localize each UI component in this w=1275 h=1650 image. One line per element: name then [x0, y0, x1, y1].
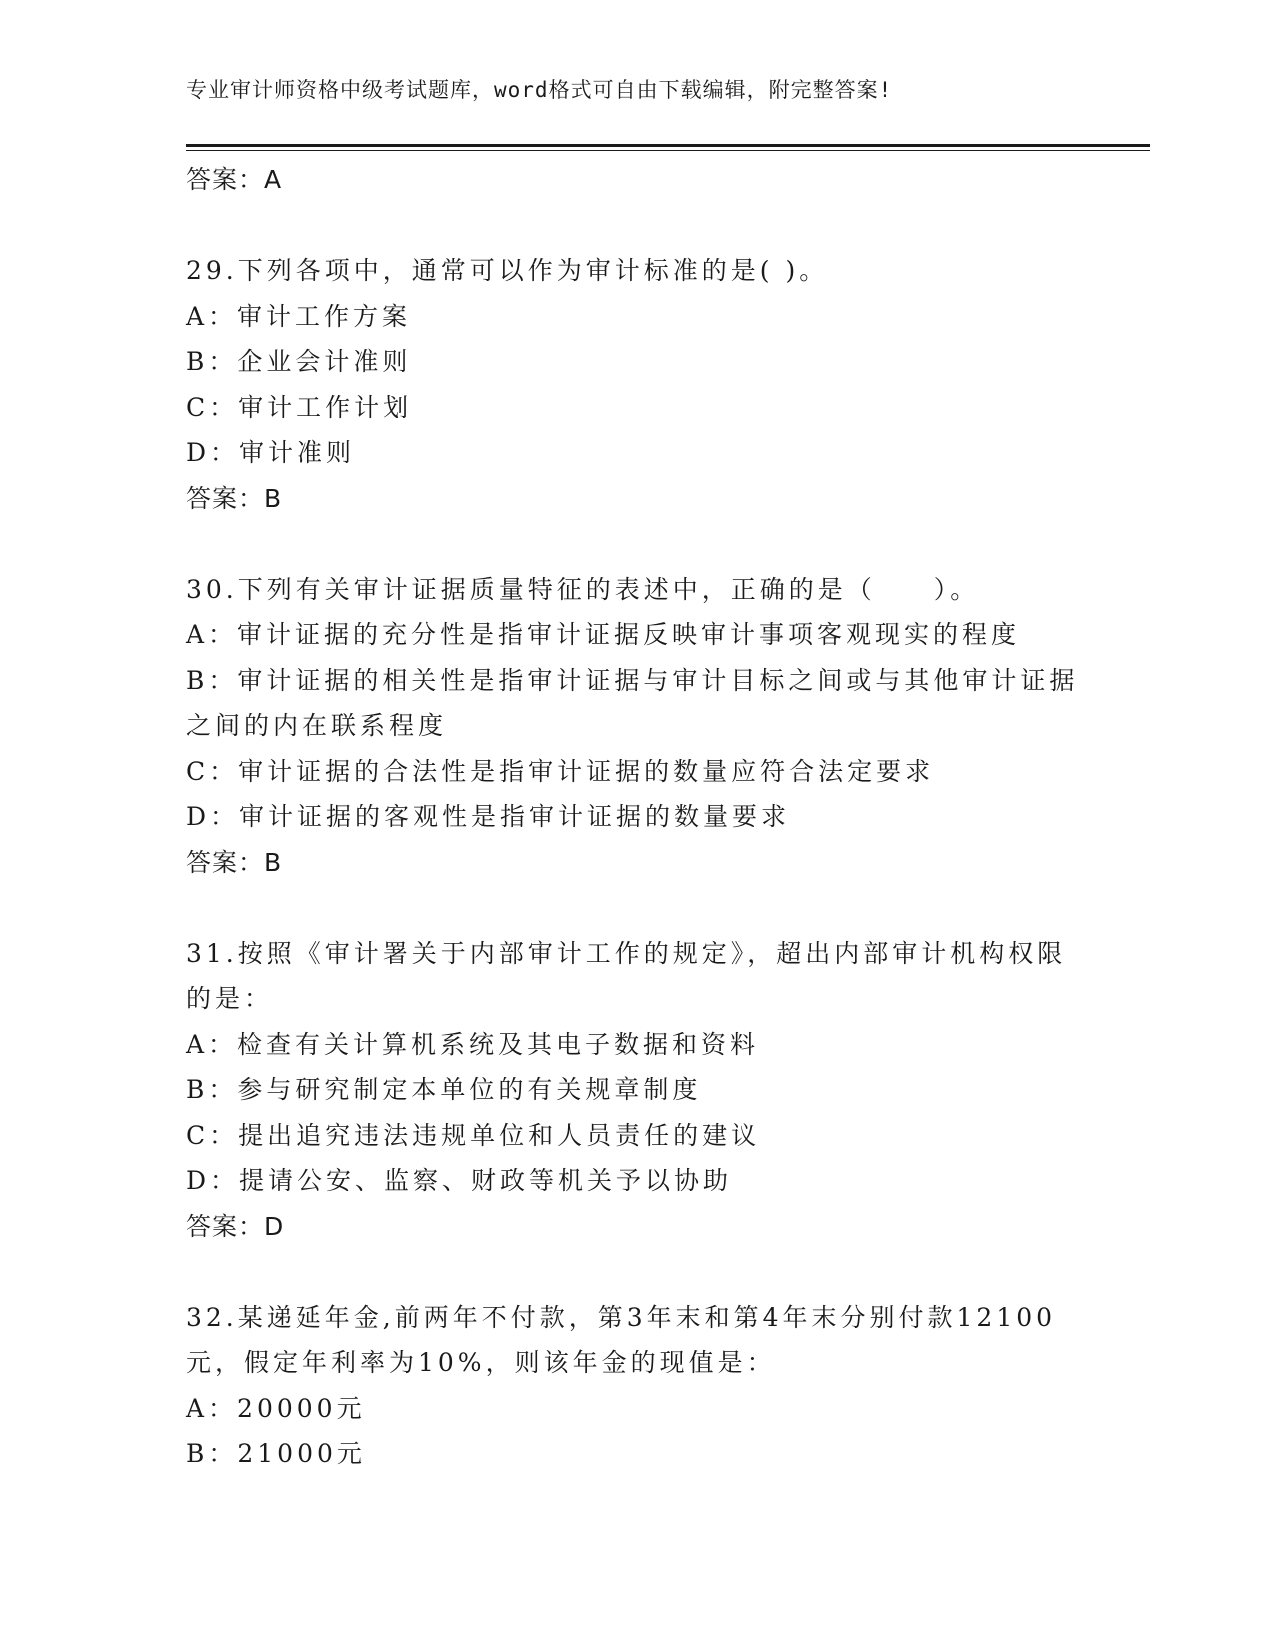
option-c: C：提出追究违法违规单位和人员责任的建议 — [186, 1120, 761, 1150]
question-text: 29.下列各项中，通常可以作为审计标准的是( )。 — [186, 256, 829, 285]
spacer — [186, 521, 1086, 567]
option-b-continued: 之间的内在联系程度 — [186, 711, 448, 740]
answer-line: 答案：D — [186, 1211, 285, 1241]
spacer — [186, 885, 1086, 931]
question-text: 31.按照《审计署关于内部审计工作的规定》，超出内部审计机构权限 — [186, 938, 1067, 968]
option-d: D：审计证据的客观性是指审计证据的数量要求 — [186, 802, 791, 831]
option-d: D：提请公安、监察、财政等机关予以协助 — [186, 1166, 733, 1195]
question-list — [186, 157, 1086, 1477]
question-text-continued: 的是： — [186, 984, 274, 1013]
answer-line: 答案：B — [186, 847, 283, 877]
option-d: D：审计准则 — [186, 438, 356, 467]
answer-line: 答案：A — [186, 165, 283, 194]
option-b: B：审计证据的相关性是指审计证据与审计目标之间或与其他审计证据 — [186, 665, 1079, 695]
option-a: A：审计证据的充分性是指审计证据反映审计事项客观现实的程度 — [186, 620, 1021, 649]
header-divider-thick — [186, 144, 1150, 147]
spacer — [186, 1249, 1086, 1295]
option-a: A：检查有关计算机系统及其电子数据和资料 — [186, 1029, 760, 1059]
option-c: C：审计工作计划 — [186, 392, 413, 422]
option-b: B：企业会计准则 — [186, 347, 412, 376]
page-header: 专业审计师资格中级考试题库，word格式可自由下载编辑，附完整答案! — [186, 78, 893, 102]
option-b: B：参与研究制定本单位的有关规章制度 — [186, 1075, 702, 1104]
option-a: A：20000元 — [186, 1393, 366, 1423]
option-b: B：21000元 — [186, 1439, 366, 1468]
option-a: A：审计工作方案 — [186, 301, 412, 331]
header-divider-thin — [186, 150, 1150, 151]
option-c: C：审计证据的合法性是指审计证据的数量应符合法定要求 — [186, 756, 935, 786]
question-text: 30.下列有关审计证据质量特征的表述中，正确的是（ ）。 — [186, 574, 980, 604]
question-text: 32.某递延年金,前两年不付款，第3年末和第4年末分别付款12100 — [186, 1302, 1057, 1332]
answer-line: 答案：B — [186, 483, 283, 513]
question-text-continued: 元，假定年利率为10%，则该年金的现值是： — [186, 1348, 776, 1377]
spacer — [186, 203, 1086, 249]
